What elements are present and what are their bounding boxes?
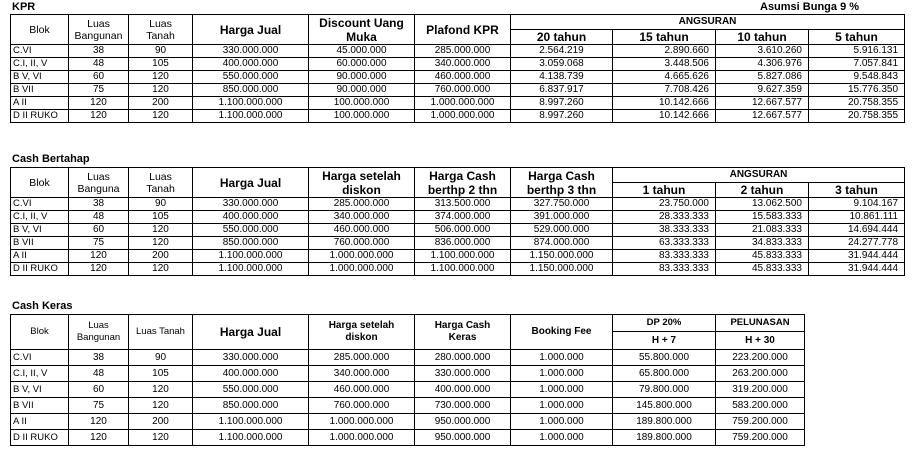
table-cell: 874.000.000	[511, 237, 613, 250]
table-cell: 950.000.000	[415, 430, 511, 446]
blok-cell: B VII	[11, 398, 69, 414]
table-row	[11, 250, 905, 263]
table-row	[11, 211, 905, 224]
table-cell: 1.000.000.000	[415, 110, 511, 123]
cash-bertahap-table	[10, 167, 905, 276]
header-harga-diskon: Harga setelah diskon	[309, 168, 415, 198]
table-row	[11, 110, 905, 123]
table-cell: 28.333.333	[613, 211, 716, 224]
table-cell: 730.000.000	[415, 398, 511, 414]
table-cell: 330.000.000	[193, 45, 309, 58]
table-cell: 120	[129, 237, 193, 250]
table-cell: 90	[129, 350, 193, 366]
header-pelunasan-sub: H + 30	[716, 332, 805, 350]
table-cell: 12.667.577	[716, 110, 809, 123]
table-cell: 90.000.000	[309, 84, 415, 97]
table-cell: 60	[69, 382, 129, 398]
table-row	[11, 350, 805, 366]
kpr-table	[10, 14, 905, 123]
table-cell: 21.083.333	[716, 224, 809, 237]
table-cell: 15.583.333	[716, 211, 809, 224]
table-cell: 1.000.000.000	[415, 97, 511, 110]
table-cell: 31.944.444	[809, 250, 905, 263]
table-cell: 400.000.000	[193, 366, 309, 382]
blok-cell: A II	[11, 414, 69, 430]
table-cell: 55.800.000	[613, 350, 716, 366]
table-cell: 7.057.841	[809, 58, 905, 71]
table-row	[11, 84, 905, 97]
table-cell: 1.000.000.000	[309, 263, 415, 276]
blok-cell: C.VI	[11, 350, 69, 366]
interest-note: Asumsi Bunga 9 %	[760, 1, 860, 13]
table-cell: 23.750.000	[613, 198, 716, 211]
table-cell: 550.000.000	[193, 71, 309, 84]
blok-cell: C.VI	[11, 198, 69, 211]
table-cell: 120	[69, 430, 129, 446]
table-cell: 1.100.000.000	[193, 430, 309, 446]
header-dp-sub: H + 7	[613, 332, 716, 350]
table-cell: 120	[69, 97, 129, 110]
header-harga-cash-keras: Harga Cash Keras	[415, 315, 511, 350]
table-cell: 15.776.350	[809, 84, 905, 97]
table-cell: 200	[129, 414, 193, 430]
table-cell: 550.000.000	[193, 382, 309, 398]
table-row	[11, 398, 805, 414]
header-blok: Blok	[11, 168, 69, 198]
header-angsuran: ANGSURAN	[511, 15, 905, 30]
header-tenor: 1 tahun	[613, 183, 716, 198]
table-cell: 285.000.000	[309, 350, 415, 366]
blok-cell: B V, VI	[11, 71, 69, 84]
table-cell: 313.500.000	[415, 198, 511, 211]
table-cell: 120	[129, 110, 193, 123]
table-cell: 400.000.000	[415, 382, 511, 398]
table-cell: 1.150.000.000	[511, 250, 613, 263]
table-cell: 65.800.000	[613, 366, 716, 382]
table-cell: 83.333.333	[613, 250, 716, 263]
table-cell: 48	[69, 366, 129, 382]
table-cell: 3.059.068	[511, 58, 613, 71]
table-cell: 120	[69, 250, 129, 263]
table-cell: 1.000.000	[511, 366, 613, 382]
table-cell: 10.142.666	[613, 110, 716, 123]
table-cell: 145.800.000	[613, 398, 716, 414]
header-cash-2thn: Harga Cash berthp 2 thn	[415, 168, 511, 198]
table-cell: 83.333.333	[613, 263, 716, 276]
table-cell: 9.627.359	[716, 84, 809, 97]
header-blok: Blok	[11, 15, 69, 45]
table-cell: 63.333.333	[613, 237, 716, 250]
table-cell: 8.997.260	[511, 97, 613, 110]
table-cell: 1.000.000.000	[309, 414, 415, 430]
table-cell: 100.000.000	[309, 110, 415, 123]
table-cell: 200	[129, 250, 193, 263]
table-cell: 100.000.000	[309, 97, 415, 110]
table-row	[11, 71, 905, 84]
header-tenor: 3 tahun	[809, 183, 905, 198]
table-cell: 189.800.000	[613, 414, 716, 430]
table-row	[11, 198, 905, 211]
blok-cell: B VII	[11, 237, 69, 250]
table-cell: 760.000.000	[309, 398, 415, 414]
table-cell: 1.000.000	[511, 398, 613, 414]
table-cell: 223.200.000	[716, 350, 805, 366]
table-cell: 120	[129, 430, 193, 446]
header-dp: DP 20%	[613, 315, 716, 332]
table-cell: 20.758.355	[809, 110, 905, 123]
table-cell: 105	[129, 366, 193, 382]
table-cell: 1.100.000.000	[193, 110, 309, 123]
table-cell: 460.000.000	[309, 224, 415, 237]
table-cell: 45.000.000	[309, 45, 415, 58]
table-cell: 374.000.000	[415, 211, 511, 224]
table-cell: 9.548.843	[809, 71, 905, 84]
table-cell: 506.000.000	[415, 224, 511, 237]
blok-cell: D II RUKO	[11, 430, 69, 446]
table-cell: 760.000.000	[415, 84, 511, 97]
table-cell: 850.000.000	[193, 398, 309, 414]
header-plafond: Plafond KPR	[415, 15, 511, 45]
table-cell: 850.000.000	[193, 237, 309, 250]
table-cell: 34.833.333	[716, 237, 809, 250]
table-cell: 79.800.000	[613, 382, 716, 398]
table-cell: 2.564.219	[511, 45, 613, 58]
table-cell: 45.833.333	[716, 263, 809, 276]
table-cell: 330.000.000	[193, 350, 309, 366]
table-cell: 48	[69, 58, 129, 71]
table-cell: 760.000.000	[309, 237, 415, 250]
table-cell: 120	[129, 84, 193, 97]
table-row	[11, 45, 905, 58]
table-cell: 105	[129, 211, 193, 224]
table-cell: 285.000.000	[415, 45, 511, 58]
cash-keras-table	[10, 314, 805, 446]
table-cell: 20.758.355	[809, 97, 905, 110]
table-cell: 120	[129, 71, 193, 84]
table-cell: 1.100.000.000	[193, 250, 309, 263]
header-tenor: 20 tahun	[511, 30, 613, 45]
header-harga-jual: Harga Jual	[193, 15, 309, 45]
header-booking-fee: Booking Fee	[511, 315, 613, 350]
table-cell: 120	[69, 263, 129, 276]
table-cell: 12.667.577	[716, 97, 809, 110]
header-harga-diskon: Harga setelah diskon	[309, 315, 415, 350]
header-tenor: 5 tahun	[809, 30, 905, 45]
blok-cell: D II RUKO	[11, 110, 69, 123]
table-cell: 24.277.778	[809, 237, 905, 250]
table-row	[11, 58, 905, 71]
table-cell: 759.200.000	[716, 430, 805, 446]
blok-cell: A II	[11, 250, 69, 263]
table-cell: 280.000.000	[415, 350, 511, 366]
blok-cell: C.I, II, V	[11, 211, 69, 224]
table-cell: 400.000.000	[193, 211, 309, 224]
table-row	[11, 224, 905, 237]
table-cell: 529.000.000	[511, 224, 613, 237]
table-cell: 7.708.426	[613, 84, 716, 97]
table-cell: 460.000.000	[309, 382, 415, 398]
table-cell: 1.000.000.000	[309, 250, 415, 263]
table-cell: 38	[69, 350, 129, 366]
header-luas-tanah: Luas Tanah	[129, 315, 193, 350]
table-cell: 1.150.000.000	[511, 263, 613, 276]
table-cell: 38.333.333	[613, 224, 716, 237]
header-luas-tanah: Luas Tanah	[129, 15, 193, 45]
header-luas-bangunan: Luas Bangunan	[69, 15, 129, 45]
header-cash-3thn: Harga Cash berthp 3 thn	[511, 168, 613, 198]
table-cell: 120	[129, 263, 193, 276]
table-cell: 38	[69, 198, 129, 211]
table-cell: 1.000.000	[511, 382, 613, 398]
table-cell: 1.100.000.000	[415, 250, 511, 263]
table-cell: 340.000.000	[415, 58, 511, 71]
table-cell: 400.000.000	[193, 58, 309, 71]
table-cell: 836.000.000	[415, 237, 511, 250]
table-cell: 10.861.111	[809, 211, 905, 224]
table-cell: 1.000.000	[511, 430, 613, 446]
table-cell: 1.100.000.000	[193, 97, 309, 110]
table-cell: 583.200.000	[716, 398, 805, 414]
table-cell: 330.000.000	[415, 366, 511, 382]
table-cell: 1.100.000.000	[193, 414, 309, 430]
table-cell: 460.000.000	[415, 71, 511, 84]
table-cell: 120	[129, 224, 193, 237]
table-cell: 120	[129, 398, 193, 414]
table-cell: 1.000.000	[511, 350, 613, 366]
header-luas-bangunan: Luas Banguna	[69, 168, 129, 198]
table-cell: 189.800.000	[613, 430, 716, 446]
table-cell: 75	[69, 398, 129, 414]
table-cell: 2.890.660	[613, 45, 716, 58]
header-angsuran: ANGSURAN	[613, 168, 905, 183]
table-cell: 3.448.506	[613, 58, 716, 71]
table-cell: 10.142.666	[613, 97, 716, 110]
table-cell: 330.000.000	[193, 198, 309, 211]
header-luas-bangunan: Luas Bangunan	[69, 315, 129, 350]
table-cell: 200	[129, 97, 193, 110]
table-cell: 391.000.000	[511, 211, 613, 224]
table-cell: 340.000.000	[309, 211, 415, 224]
kpr-title: KPR	[12, 1, 36, 13]
table-cell: 45.833.333	[716, 250, 809, 263]
cash-bertahap-title: Cash Bertahap	[12, 153, 90, 165]
table-row	[11, 263, 905, 276]
table-cell: 9.104.167	[809, 198, 905, 211]
table-cell: 319.200.000	[716, 382, 805, 398]
table-cell: 75	[69, 84, 129, 97]
table-cell: 120	[69, 110, 129, 123]
table-cell: 4.665.626	[613, 71, 716, 84]
table-cell: 263.200.000	[716, 366, 805, 382]
table-cell: 1.000.000	[511, 414, 613, 430]
table-cell: 13.062.500	[716, 198, 809, 211]
table-cell: 120	[69, 414, 129, 430]
table-cell: 4.306.976	[716, 58, 809, 71]
table-cell: 1.100.000.000	[415, 263, 511, 276]
blok-cell: C.I, II, V	[11, 366, 69, 382]
header-tenor: 2 tahun	[716, 183, 809, 198]
table-cell: 5.827.086	[716, 71, 809, 84]
table-row	[11, 414, 805, 430]
table-cell: 60	[69, 224, 129, 237]
header-tenor: 10 tahun	[716, 30, 809, 45]
table-cell: 759.200.000	[716, 414, 805, 430]
table-cell: 550.000.000	[193, 224, 309, 237]
header-pelunasan: PELUNASAN	[716, 315, 805, 332]
table-cell: 5.916.131	[809, 45, 905, 58]
table-row	[11, 430, 805, 446]
table-cell: 60.000.000	[309, 58, 415, 71]
table-cell: 3.610.260	[716, 45, 809, 58]
table-cell: 90	[129, 198, 193, 211]
table-cell: 14.694.444	[809, 224, 905, 237]
header-luas-tanah: Luas Tanah	[129, 168, 193, 198]
header-discount: Discount Uang Muka	[309, 15, 415, 45]
table-cell: 285.000.000	[309, 198, 415, 211]
header-harga-jual: Harga Jual	[193, 315, 309, 350]
table-cell: 4.138.739	[511, 71, 613, 84]
table-cell: 90.000.000	[309, 71, 415, 84]
blok-cell: A II	[11, 97, 69, 110]
table-cell: 60	[69, 71, 129, 84]
table-cell: 850.000.000	[193, 84, 309, 97]
table-cell: 38	[69, 45, 129, 58]
table-cell: 31.944.444	[809, 263, 905, 276]
table-cell: 8.997.260	[511, 110, 613, 123]
blok-cell: C.I, II, V	[11, 58, 69, 71]
table-row	[11, 382, 805, 398]
table-cell: 327.750.000	[511, 198, 613, 211]
blok-cell: B V, VI	[11, 224, 69, 237]
table-row	[11, 97, 905, 110]
cash-keras-title: Cash Keras	[12, 300, 73, 312]
blok-cell: B V, VI	[11, 382, 69, 398]
table-cell: 340.000.000	[309, 366, 415, 382]
table-row	[11, 366, 805, 382]
table-cell: 120	[129, 382, 193, 398]
table-cell: 48	[69, 211, 129, 224]
table-cell: 75	[69, 237, 129, 250]
table-cell: 6.837.917	[511, 84, 613, 97]
table-cell: 950.000.000	[415, 414, 511, 430]
header-harga-jual: Harga Jual	[193, 168, 309, 198]
table-cell: 1.100.000.000	[193, 263, 309, 276]
header-blok: Blok	[11, 315, 69, 350]
blok-cell: C.VI	[11, 45, 69, 58]
table-cell: 90	[129, 45, 193, 58]
table-cell: 1.000.000.000	[309, 430, 415, 446]
blok-cell: D II RUKO	[11, 263, 69, 276]
blok-cell: B VII	[11, 84, 69, 97]
table-row	[11, 237, 905, 250]
header-tenor: 15 tahun	[613, 30, 716, 45]
table-cell: 105	[129, 58, 193, 71]
